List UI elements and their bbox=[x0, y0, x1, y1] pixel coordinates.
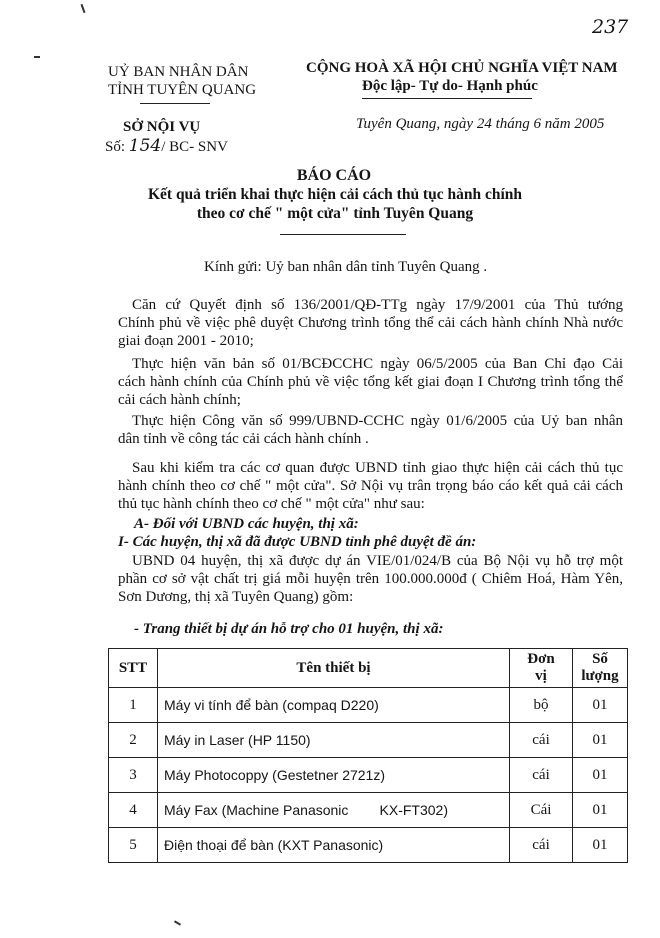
column-header-qty bbox=[573, 649, 628, 688]
paragraph-line: UBND 04 huyện, thị xã được dự án VIE/01/024/B của Bộ Nội vụ hỗ trợ một bbox=[132, 553, 623, 569]
cell-qty: 01 bbox=[573, 793, 628, 828]
paragraph-line: Sau khi kiểm tra các cơ quan được UBND tỉnh giao thực hiện cải cách thủ tục bbox=[132, 460, 623, 476]
table-row bbox=[109, 723, 628, 758]
doc-number bbox=[105, 136, 228, 156]
cell-qty: 01 bbox=[573, 688, 628, 723]
cell-stt: 5 bbox=[109, 828, 158, 863]
section-i-heading: I- Các huyện, thị xã đã được UBND tỉnh phê duyệt đề án: bbox=[118, 534, 477, 550]
org-underline bbox=[140, 103, 210, 104]
cell-unit: bộ bbox=[510, 688, 573, 723]
paragraph-line: Chính phủ về việc phê duyệt Chương trình tổng thể cải cách hành chính Nhà nước bbox=[118, 315, 623, 331]
slogan-underline bbox=[362, 98, 532, 99]
paragraph-line: cải cách hành chính; bbox=[118, 392, 241, 408]
paragraph-steering-committee bbox=[118, 355, 623, 409]
paragraph-line: giai đoạn 2001 - 2010; bbox=[118, 333, 254, 349]
doc-number-prefix: Số: bbox=[105, 139, 126, 155]
paragraph-inspection bbox=[118, 459, 623, 513]
report-subtitle-line2: theo cơ chế " một cửa" tỉnh Tuyên Quang bbox=[196, 205, 474, 222]
column-header-unit-line2: vị bbox=[535, 668, 547, 684]
scan-mark bbox=[81, 4, 86, 13]
doc-number-suffix: / BC- SNV bbox=[161, 139, 228, 155]
report-title: BÁO CÁO bbox=[296, 167, 372, 184]
paragraph-legal-basis bbox=[118, 296, 623, 350]
cell-unit: cái bbox=[510, 723, 573, 758]
cell-unit: Cái bbox=[510, 793, 573, 828]
cell-unit: cái bbox=[510, 828, 573, 863]
paragraph-official-letter bbox=[118, 412, 623, 448]
column-header-name: Tên thiết bị bbox=[158, 649, 510, 688]
recipient: Kính gửi: Uỷ ban nhân dân tỉnh Tuyên Quang . bbox=[204, 259, 488, 275]
table-row bbox=[109, 793, 628, 828]
paragraph-line: Căn cứ Quyết định số 136/2001/QĐ-TTg ngày 17/9/2001 của Thủ tướng bbox=[132, 297, 623, 313]
cell-stt: 4 bbox=[109, 793, 158, 828]
cell-qty: 01 bbox=[573, 758, 628, 793]
paragraph-line: Sơn Dương, thị xã Tuyên Quang) gồm: bbox=[118, 589, 354, 605]
scan-mark bbox=[34, 56, 40, 58]
cell-name: Máy vi tính để bàn (compaq D220) bbox=[158, 688, 510, 723]
cell-name: Máy Fax (Machine Panasonic KX-FT302) bbox=[158, 793, 510, 828]
paragraph-line: phần cơ sở vật chất trị giá mỗi huyện trên 100.000.000đ ( Chiêm Hoá, Hàm Yên, bbox=[118, 571, 623, 587]
cell-qty: 01 bbox=[573, 723, 628, 758]
national-slogan: Độc lập- Tự do- Hạnh phúc bbox=[362, 78, 538, 94]
paragraph-line: cách hành chính của Chính phủ về việc tổng kết giai đoạn I Chương trình tổng thể bbox=[118, 374, 623, 390]
doc-number-handwritten: 154 bbox=[128, 136, 162, 156]
cell-name: Máy Photocoppy (Gestetner 2721z) bbox=[158, 758, 510, 793]
place-date: Tuyên Quang, ngày 24 tháng 6 năm 2005 bbox=[356, 116, 605, 132]
paragraph-line: thủ tục hành chính theo cơ chế " một cửa" như sau: bbox=[118, 496, 425, 512]
cell-name: Máy in Laser (HP 1150) bbox=[158, 723, 510, 758]
cell-qty: 01 bbox=[573, 828, 628, 863]
paragraph-line: Thực hiện văn bản số 01/BCĐCCHC ngày 06/5/2005 của Ban Chỉ đạo Cải bbox=[132, 356, 623, 372]
section-a-heading: A- Đối với UBND các huyện, thị xã: bbox=[134, 516, 359, 532]
column-header-unit-line1: Đơn bbox=[527, 651, 555, 667]
cell-stt: 2 bbox=[109, 723, 158, 758]
cell-unit: cái bbox=[510, 758, 573, 793]
column-header-qty-line2: lượng bbox=[581, 668, 619, 684]
column-header-unit bbox=[510, 649, 573, 688]
equipment-table bbox=[108, 648, 628, 863]
column-header-stt: STT bbox=[109, 649, 158, 688]
paragraph-line: Thực hiện Công văn số 999/UBND-CCHC ngày 01/6/2005 của Uỷ ban nhân bbox=[132, 413, 623, 429]
paragraph-line: hành chính theo cơ chế " một cửa". Sở Nội vụ trân trọng báo cáo kết quả cải cách bbox=[118, 478, 623, 494]
scan-mark bbox=[174, 920, 181, 925]
cell-name: Điện thoại để bàn (KXT Panasonic) bbox=[158, 828, 510, 863]
cell-stt: 1 bbox=[109, 688, 158, 723]
org-name-line2: TỈNH TUYÊN QUANG bbox=[108, 82, 257, 98]
report-subtitle-line1: Kết quả triển khai thực hiện cải cách thủ tục hành chính bbox=[147, 186, 523, 203]
table-row bbox=[109, 828, 628, 863]
org-name-line1: UỶ BAN NHÂN DÂN bbox=[108, 64, 249, 80]
table-header-row bbox=[109, 649, 628, 688]
table-row bbox=[109, 688, 628, 723]
column-header-qty-line1: Số bbox=[592, 651, 608, 667]
title-underline bbox=[280, 234, 406, 235]
paragraph-project-support bbox=[118, 552, 623, 606]
equipment-heading: - Trang thiết bị dự án hỗ trợ cho 01 huyện, thị xã: bbox=[134, 621, 444, 637]
page-number: 237 bbox=[592, 16, 629, 38]
paragraph-line: dân tỉnh về công tác cải cách hành chính . bbox=[118, 431, 369, 447]
national-motto: CỘNG HOÀ XÃ HỘI CHỦ NGHĨA VIỆT NAM bbox=[306, 60, 618, 76]
table-row bbox=[109, 758, 628, 793]
cell-stt: 3 bbox=[109, 758, 158, 793]
department-name: SỞ NỘI VỤ bbox=[123, 119, 201, 135]
